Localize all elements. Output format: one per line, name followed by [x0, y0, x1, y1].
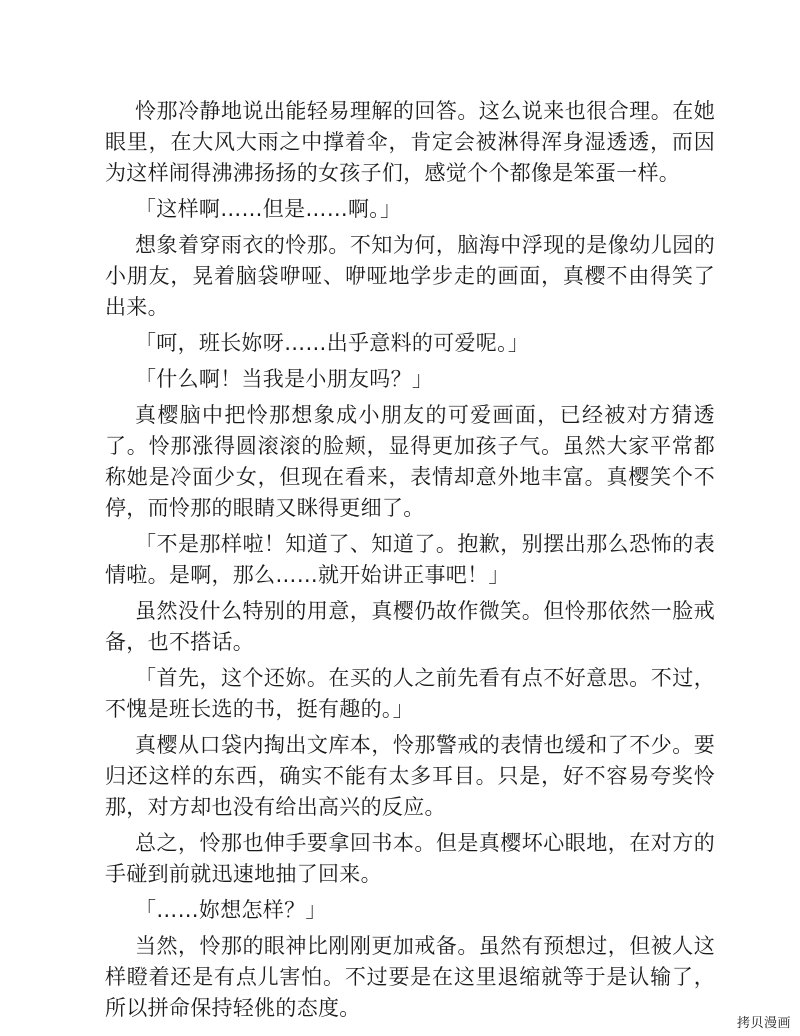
- paragraph: 真樱从口袋内掏出文库本，怜那警戒的表情也缓和了不少。要归还这样的东西，确实不能有太多耳目。只是，好不容易夸奖怜那，对方却也没有给出高兴的反应。: [105, 733, 715, 819]
- dialogue-line: 「首先，这个还妳。在买的人之前先看有点不好意思。不过，不愧是班长选的书，挺有趣的。」: [105, 666, 715, 721]
- dialogue-line: 「不是那样啦！知道了、知道了。抱歉，别摆出那么恐怖的表情啦。是啊，那么……就开始讲正事吧！」: [105, 532, 715, 587]
- paragraph: 真樱脑中把怜那想象成小朋友的可爱画面，已经被对方猜透了。怜那涨得圆滚滚的脸颊，显得更加孩子气。虽然大家平常都称她是冷面少女，但现在看来，表情却意外地丰富。真樱笑个不停，而怜那的眼睛又眯得更细了。: [105, 403, 715, 520]
- dialogue-line: 「呵，班长妳呀……出乎意料的可爱呢。」: [135, 331, 530, 355]
- dialogue-line: 「这样啊……但是……啊。」: [135, 197, 402, 221]
- dialogue-line: 「什么啊！当我是小朋友吗？」: [135, 367, 434, 391]
- watermark: 拷贝漫画: [734, 1011, 794, 1032]
- paragraph: 想象着穿雨衣的怜那。不知为何，脑海中浮现的是像幼儿园的小朋友，晃着脑袋咿哑、咿哑地学步走的画面，真樱不由得笑了出来。: [105, 233, 715, 319]
- text-body: [105, 96, 715, 1029]
- paragraph: 当然，怜那的眼神比刚刚更加戒备。虽然有预想过，但被人这样瞪着还是有点儿害怕。不过要是在这里退缩就等于是认输了，所以拼命保持轻佻的态度。: [105, 934, 715, 1020]
- paragraph: 总之，怜那也伸手要拿回书本。但是真樱坏心眼地，在对方的手碰到前就迅速地抽了回来。: [105, 831, 715, 886]
- paragraph: 虽然没什么特别的用意，真樱仍故作微笑。但怜那依然一脸戒备，也不搭话。: [105, 599, 715, 654]
- paragraph: 怜那冷静地说出能轻易理解的回答。这么说来也很合理。在她眼里，在大风大雨之中撑着伞，肯定会被淋得浑身湿透透，而因为这样闹得沸沸扬扬的女孩子们，感觉个个都像是笨蛋一样。: [105, 99, 715, 185]
- dialogue-line: 「……妳想怎样？」: [135, 898, 327, 922]
